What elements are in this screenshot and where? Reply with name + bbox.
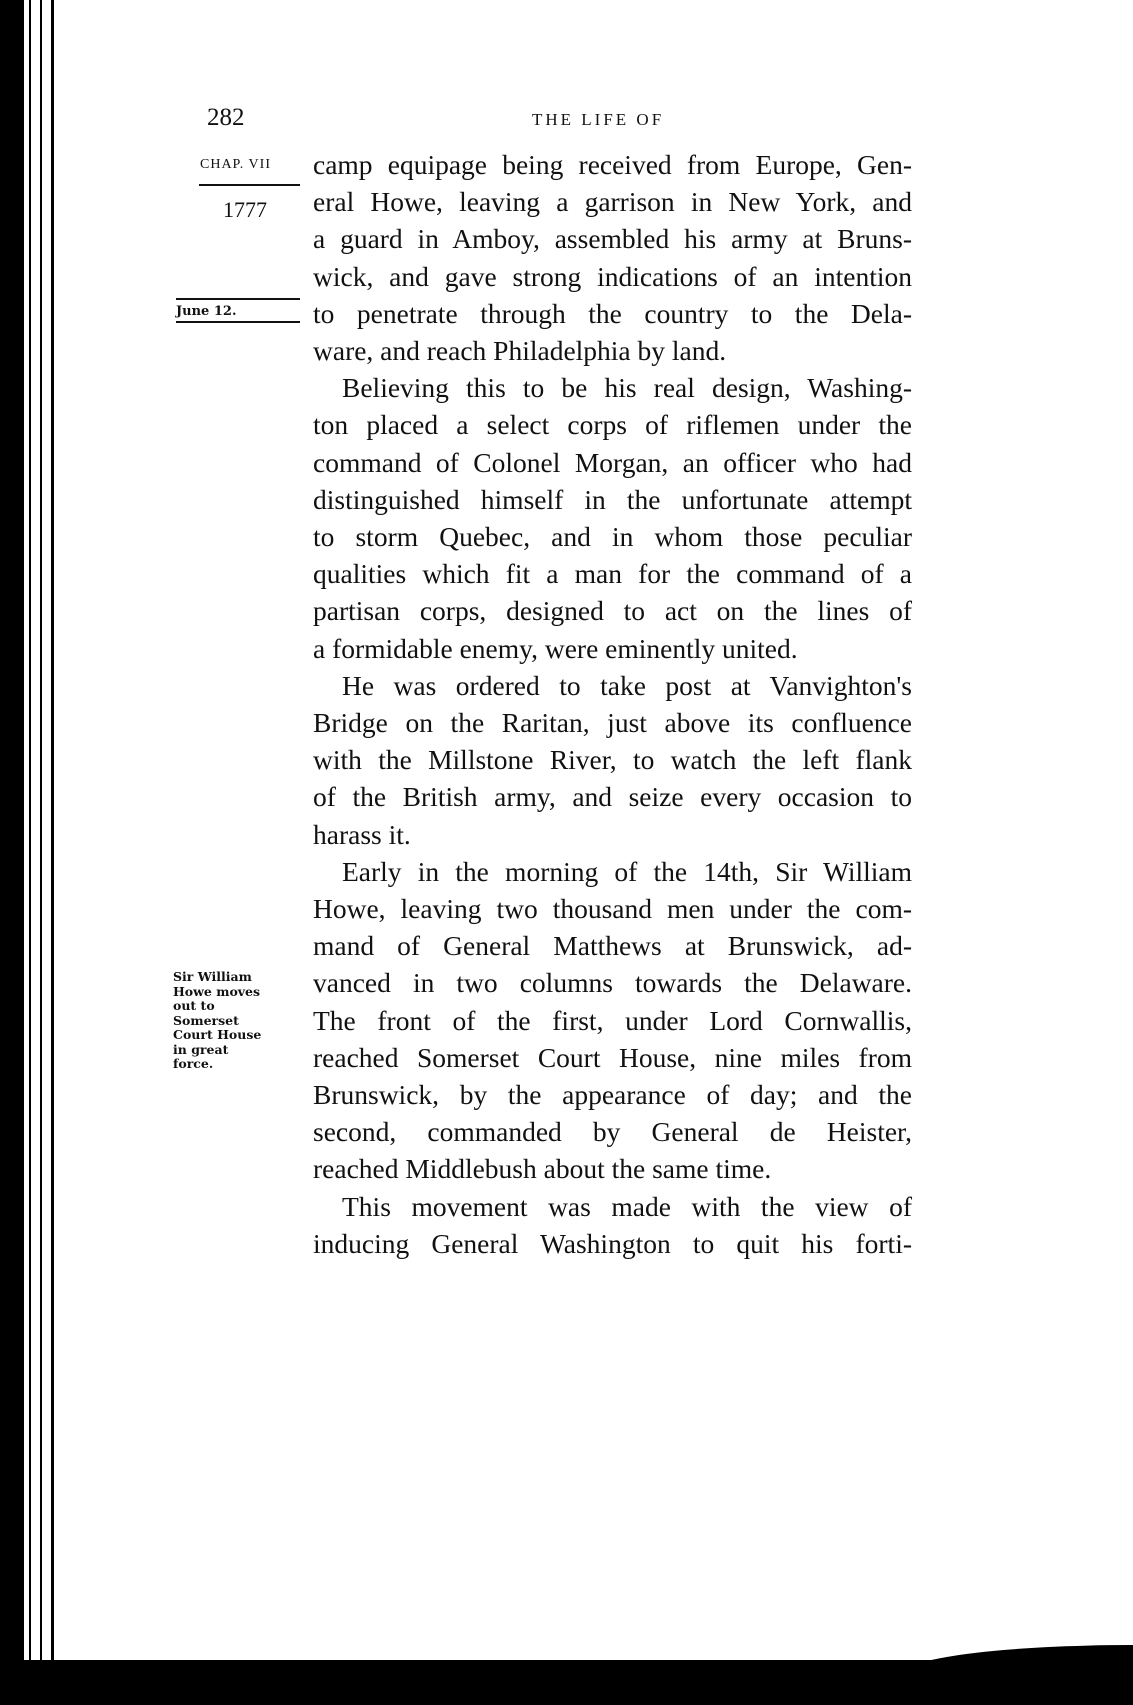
running-title: THE LIFE OF xyxy=(532,110,665,129)
text-line: vanced in two columns towards the Delaware. xyxy=(313,967,912,999)
text-line: Brunswick, by the appearance of day; and the xyxy=(313,1079,912,1110)
text-line: with the Millstone River, to watch the left flank xyxy=(313,744,912,776)
text-line: camp equipage being received from Europe, Gen- xyxy=(313,149,912,180)
text-line: of the British army, and seize every occasion to xyxy=(313,781,912,813)
text-line: mand of General Matthews at Brunswick, ad- xyxy=(313,930,912,962)
text-line: reached Somerset Court House, nine miles from xyxy=(313,1041,912,1073)
text-line: distinguished himself in the unfortunate attempt xyxy=(313,483,912,515)
sidenote-line: Court House xyxy=(173,1027,262,1042)
text-line: to storm Quebec, and in whom those peculiar xyxy=(313,521,912,552)
text-line: Believing this to be his real design, Washing- xyxy=(342,372,912,404)
margin-rule xyxy=(199,184,300,186)
text-line: harass it. xyxy=(313,818,411,850)
text-line: command of Colonel Morgan, an officer who had xyxy=(313,446,912,478)
date-label: June 12. xyxy=(176,304,237,319)
text-line: Howe, leaving two thousand men under the com- xyxy=(313,893,912,924)
sidenote-line: in great xyxy=(173,1041,229,1057)
text-line: second, commanded by General de Heister, xyxy=(313,1116,912,1148)
text-line: This movement was made with the view of xyxy=(342,1190,912,1222)
sidenote-line: force. xyxy=(173,1056,214,1071)
text-line: to penetrate through the country to the Dela- xyxy=(313,297,912,329)
text-line: The front of the first, under Lord Cornwallis, xyxy=(313,1004,912,1036)
sidenote-line: out to xyxy=(173,998,215,1013)
sidenote xyxy=(173,970,261,1072)
text-line: partisan corps, designed to act on the lines of xyxy=(313,595,912,627)
text-line: qualities which fit a man for the command of a xyxy=(313,558,912,590)
text-line: wick, and gave strong indications of an intention xyxy=(313,260,912,292)
text-line: ton placed a select corps of riflemen under the xyxy=(313,409,912,441)
binding-edge-dark xyxy=(0,0,24,1705)
bottom-page-curl xyxy=(900,1645,1133,1675)
text-line: ware, and reach Philadelphia by land. xyxy=(313,335,727,366)
text-line: Bridge on the Raritan, just above its confluence xyxy=(313,707,912,738)
binding-line xyxy=(51,0,54,1660)
binding-line xyxy=(29,0,31,1660)
text-line: a guard in Amboy, assembled his army at Bruns- xyxy=(313,223,912,255)
year-label: 1777 xyxy=(223,197,267,222)
text-line: Early in the morning of the 14th, Sir William xyxy=(342,855,912,887)
sidenote-line: Sir William xyxy=(173,969,252,984)
binding-line xyxy=(40,0,42,1660)
page-number: 282 xyxy=(207,104,245,131)
text-line: a formidable enemy, were eminently united. xyxy=(313,632,798,664)
margin-rule xyxy=(176,321,300,323)
text-line: He was ordered to take post at Vanvighton's xyxy=(342,669,912,701)
sidenote-line: Somerset xyxy=(173,1012,239,1028)
text-line: inducing General Washington to quit his forti- xyxy=(313,1227,912,1259)
margin-rule xyxy=(176,298,300,300)
text-line: reached Middlebush about the same time. xyxy=(313,1153,772,1185)
chapter-label: CHAP. VII xyxy=(200,157,271,172)
text-line: eral Howe, leaving a garrison in New York, and xyxy=(313,186,912,218)
sidenote-line: Howe moves xyxy=(173,983,261,999)
